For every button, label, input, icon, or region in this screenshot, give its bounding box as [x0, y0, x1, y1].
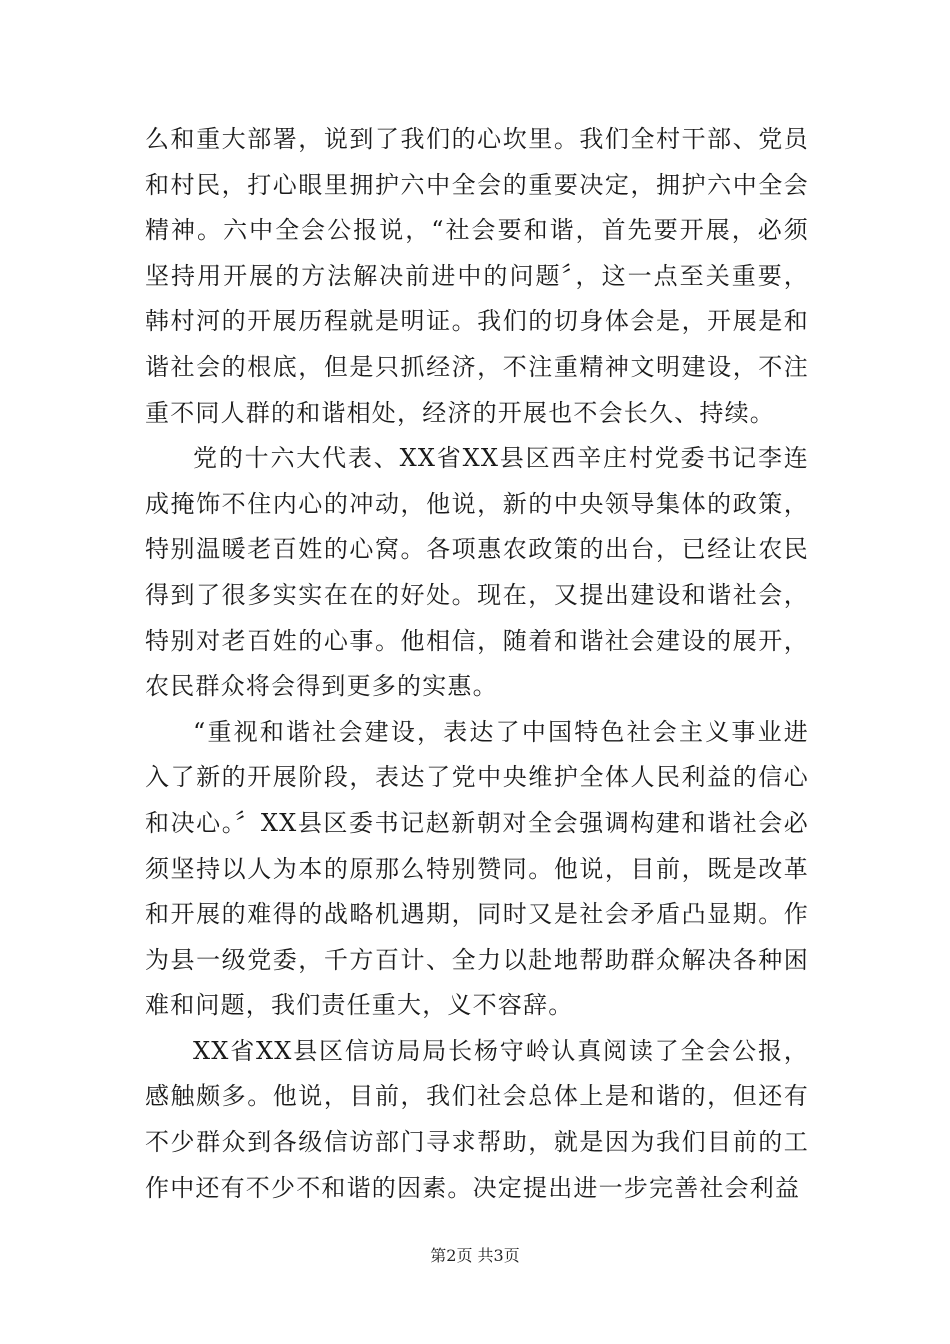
paragraph-2: 党的十六大代表、XX省XX县区西辛庄村党委书记李连成掩饰不住内心的冲动，他说，新的中央领导集体的政策，特别温暖老百姓的心窝。各项惠农政策的出台，已经让农民得到了很多实实在在的好处。现在，又提出建设和谐社会，特别对老百姓的心事。他相信，随着和谐社会建设的展开，农民群众将会得到更多的实惠。	[145, 444, 809, 701]
page-number-footer: 第2页 共3页	[430, 1246, 520, 1265]
paragraph-1: 么和重大部署，说到了我们的心坎里。我们全村干部、党员和村民，打心眼里拥护六中全会的重要决定，拥护六中全会精神。六中全会公报说，“社会要和谐，首先要开展，必须坚持用开展的方法解决前进中的问题〞，这一点至关重要，韩村河的开展历程就是明证。我们的切身体会是，开展是和谐社会的根底，但是只抓经济，不注重精神文明建设，不注重不同人群的和谐相处，经济的开展也不会长久、持续。	[145, 125, 809, 427]
paragraph-3: “重视和谐社会建设，表达了中国特色社会主义事业进入了新的开展阶段，表达了党中央维护全体人民利益的信心和决心。〞XX县区委书记赵新朝对全会强调构建和谐社会必须坚持以人为本的原那么特别赞同。他说，目前，既是改革和开展的难得的战略机遇期，同时又是社会矛盾凸显期。作为县一级党委，千方百计、全力以赴地帮助群众解决各种困难和问题，我们责任重大，义不容辞。	[145, 717, 809, 1020]
document-body	[145, 117, 809, 1211]
paragraph-4: XX省XX县区信访局局长杨守岭认真阅读了全会公报，感触颇多。他说，目前，我们社会总体上是和谐的，但还有不少群众到各级信访部门寻求帮助，就是因为我们目前的工作中还有不少不和谐的因素。决定提出进一步完善社会利益	[145, 1036, 809, 1202]
